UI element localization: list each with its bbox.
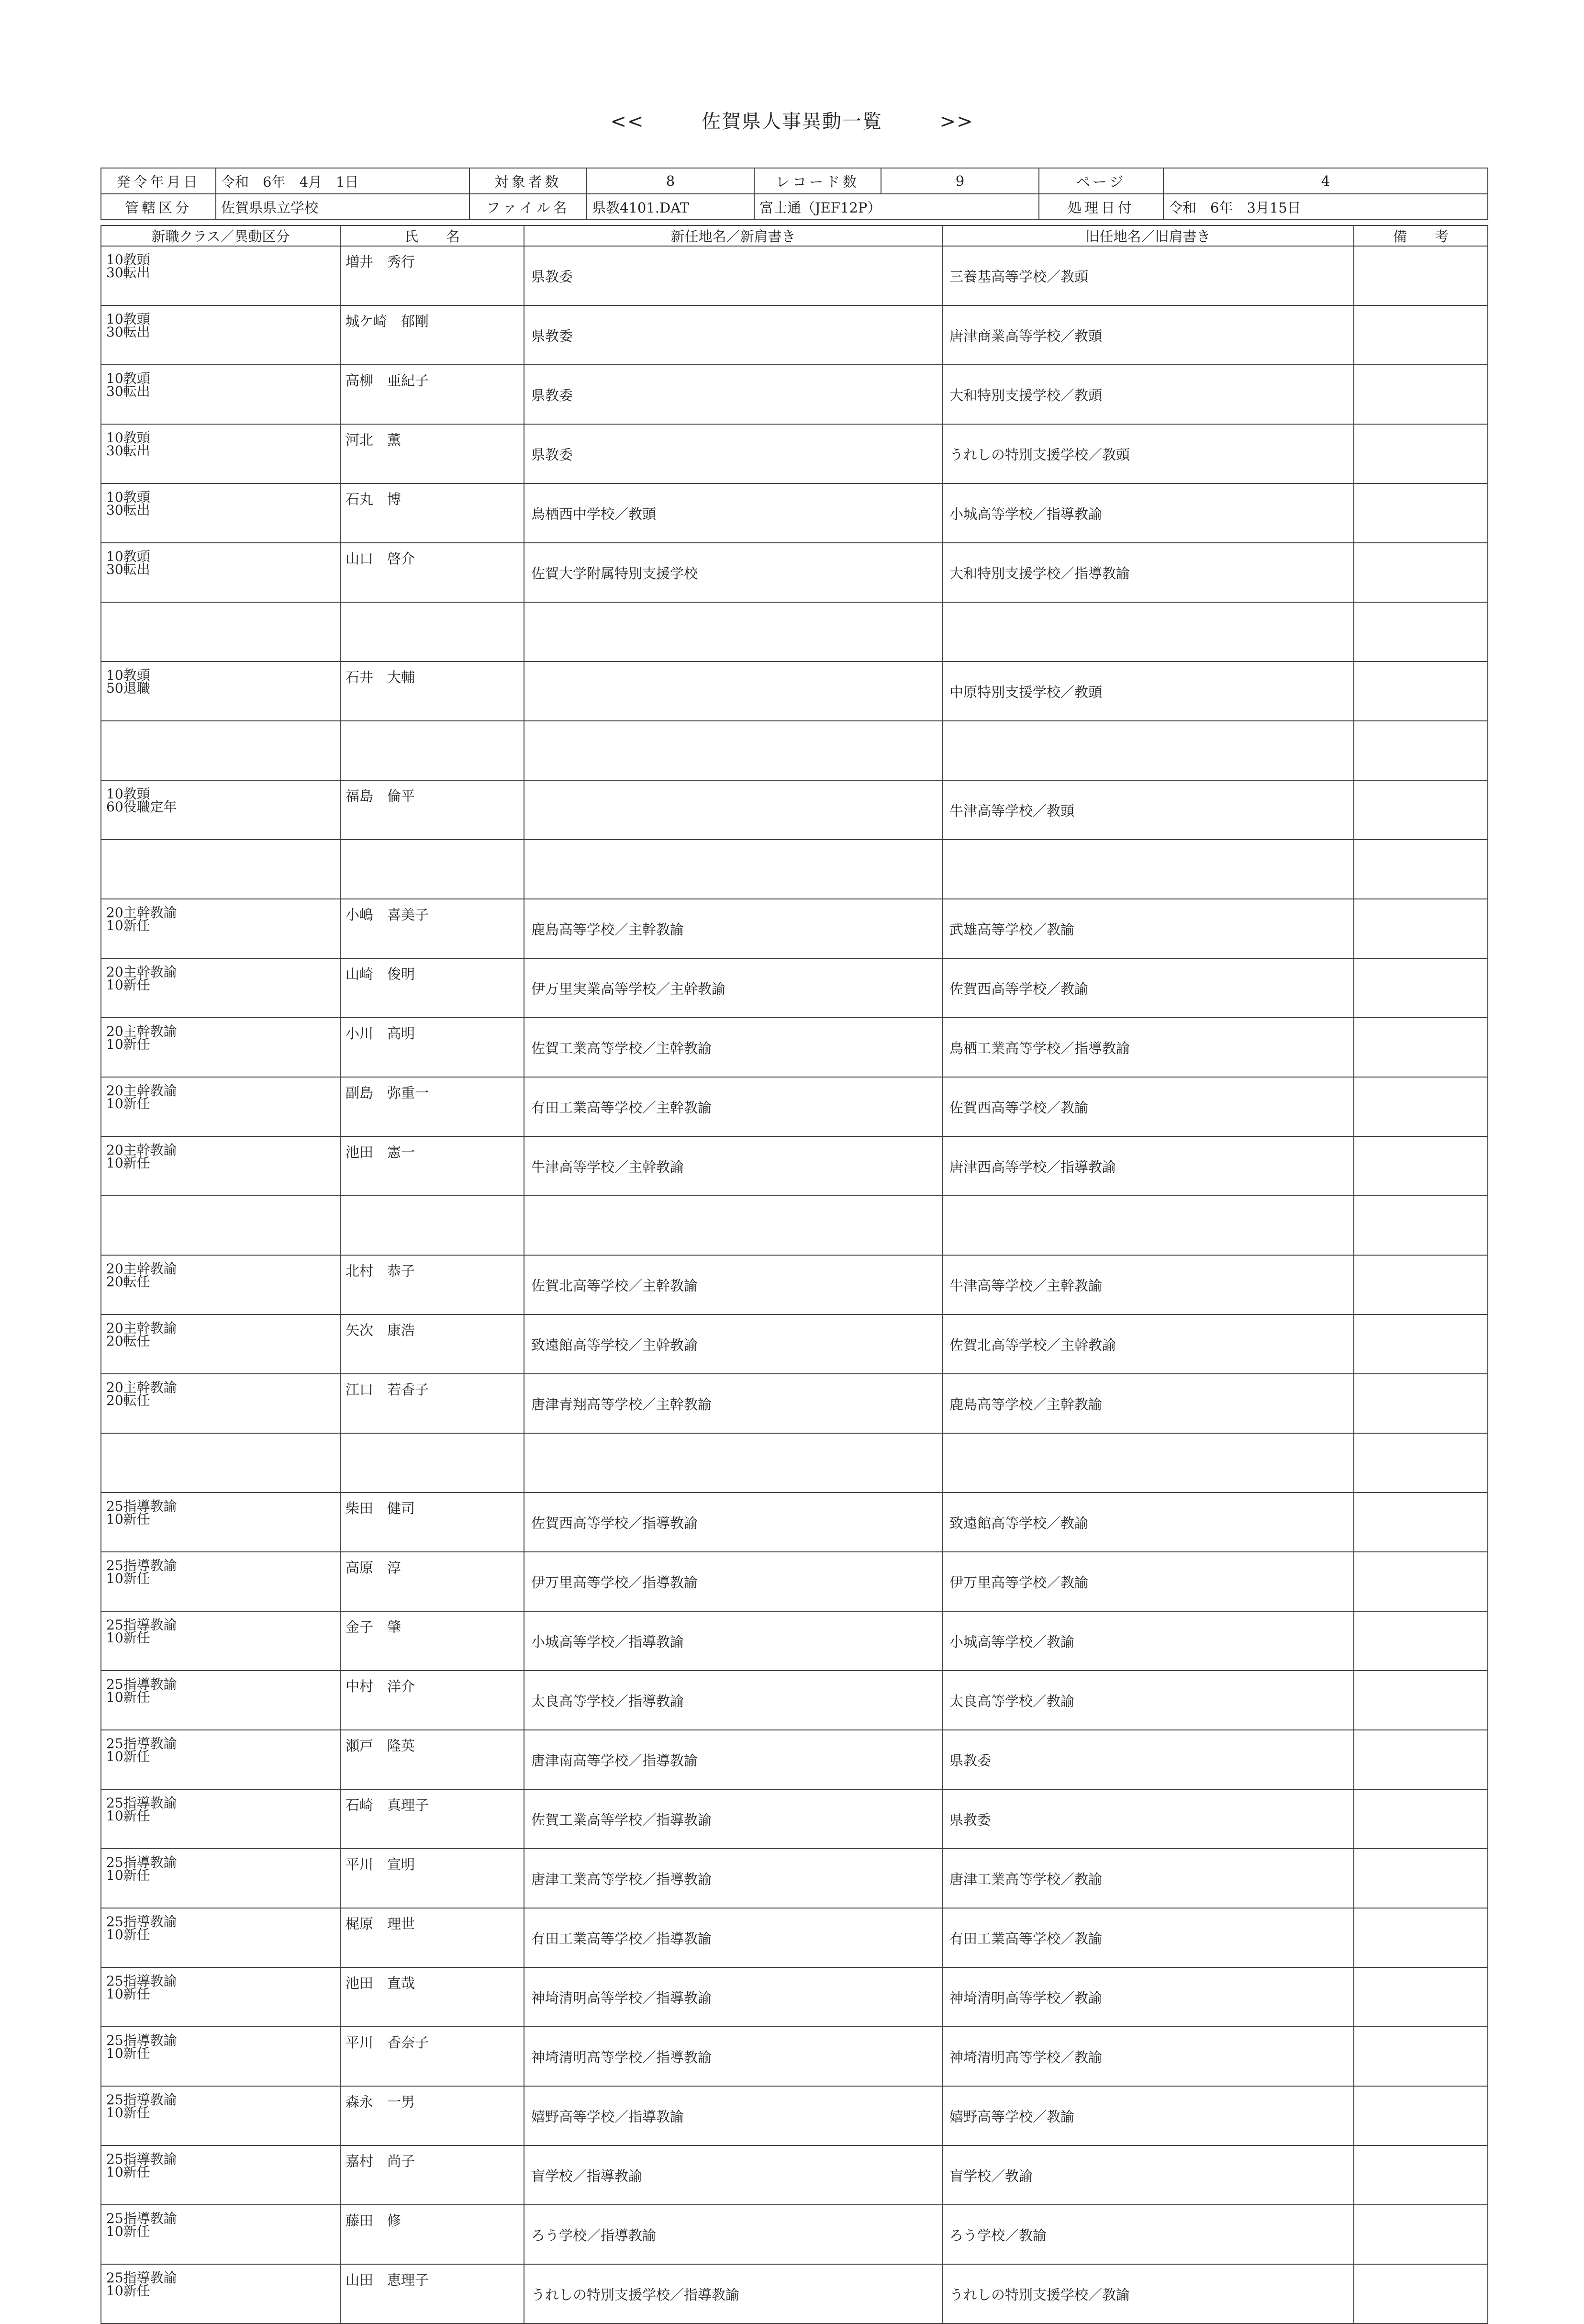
class-cell (101, 2205, 340, 2264)
class-code: 20主幹教諭 (106, 1083, 177, 1099)
new-post-cell: 唐津工業高等学校／指導教諭 (524, 1849, 942, 1908)
note-cell (1354, 1374, 1488, 1433)
note-cell (1354, 1789, 1488, 1849)
old-post-cell: 唐津西高等学校／指導教諭 (942, 1136, 1354, 1196)
table-row (101, 1611, 1488, 1671)
note-cell (1354, 2086, 1488, 2145)
new-post-cell: 佐賀北高等学校／主幹教諭 (524, 1255, 942, 1314)
class-code: 25指導教諭 (106, 2211, 177, 2226)
transfer-type: 10新任 (106, 1689, 150, 1705)
note-cell (1354, 2264, 1488, 2324)
name-cell: 池田 直哉 (340, 1967, 524, 2027)
name-cell: 山崎 俊明 (340, 958, 524, 1018)
class-code: 25指導教諭 (106, 1498, 177, 1514)
table-row (101, 1730, 1488, 1789)
new-post-cell: 牛津高等学校／主幹教諭 (524, 1136, 942, 1196)
class-cell (101, 1255, 340, 1314)
class-cell (101, 1552, 340, 1611)
transfer-type: 10新任 (106, 1749, 150, 1764)
note-cell (1354, 1433, 1488, 1493)
target-count-label: 対象者数 (469, 168, 587, 194)
new-post-cell: 太良高等学校／指導教諭 (524, 1671, 942, 1730)
transfer-type: 10新任 (106, 1155, 150, 1171)
class-cell (101, 2086, 340, 2145)
new-post-cell: 伊万里実業高等学校／主幹教諭 (524, 958, 942, 1018)
class-cell (101, 602, 340, 662)
class-cell (101, 305, 340, 365)
class-code: 10教頭 (106, 370, 150, 386)
table-row (101, 1374, 1488, 1433)
class-code: 10教頭 (106, 667, 150, 683)
new-post-cell: 有田工業高等学校／指導教諭 (524, 1908, 942, 1967)
class-code: 25指導教諭 (106, 1914, 177, 1930)
note-cell (1354, 1077, 1488, 1136)
name-cell: 矢次 康浩 (340, 1314, 524, 1374)
old-post-cell: 三養基高等学校／教頭 (942, 246, 1354, 305)
note-cell (1354, 1967, 1488, 2027)
new-post-cell: 神埼清明高等学校／指導教諭 (524, 1967, 942, 2027)
table-row (101, 1671, 1488, 1730)
table-row (101, 305, 1488, 365)
transfer-type: 10新任 (106, 2105, 150, 2121)
old-post-cell: 佐賀西高等学校／教諭 (942, 958, 1354, 1018)
old-post-cell (942, 602, 1354, 662)
record-count-label: レコード数 (754, 168, 881, 194)
table-row (101, 1255, 1488, 1314)
old-post-cell: 中原特別支援学校／教頭 (942, 662, 1354, 721)
class-code: 10教頭 (106, 786, 150, 802)
file-name-label: ファイル名 (469, 194, 587, 220)
transfer-type: 30転出 (106, 561, 150, 577)
note-cell (1354, 305, 1488, 365)
transfer-type: 10新任 (106, 1571, 150, 1586)
new-post-cell: 佐賀工業高等学校／主幹教諭 (524, 1018, 942, 1077)
new-post-cell (524, 1196, 942, 1255)
table-row (101, 2027, 1488, 2086)
name-cell: 高柳 亜紀子 (340, 365, 524, 424)
transfer-type: 10新任 (106, 1808, 150, 1824)
name-cell: 福島 倫平 (340, 780, 524, 840)
new-post-cell: 佐賀西高等学校／指導教諭 (524, 1493, 942, 1552)
note-cell (1354, 1671, 1488, 1730)
class-code: 10教頭 (106, 252, 150, 268)
class-code: 20主幹教諭 (106, 905, 177, 921)
name-cell: 山田 恵理子 (340, 2264, 524, 2324)
note-cell (1354, 1730, 1488, 1789)
transfer-type: 30転出 (106, 443, 150, 459)
header-table (100, 168, 1488, 220)
class-cell (101, 662, 340, 721)
new-post-cell (524, 662, 942, 721)
name-cell: 平川 宣明 (340, 1849, 524, 1908)
class-cell (101, 365, 340, 424)
new-post-cell: 鹿島高等学校／主幹教諭 (524, 899, 942, 958)
name-cell: 高原 淳 (340, 1552, 524, 1611)
old-post-cell: 神埼清明高等学校／教諭 (942, 2027, 1354, 2086)
note-cell (1354, 1908, 1488, 1967)
table-row (101, 662, 1488, 721)
note-cell (1354, 2205, 1488, 2264)
name-cell: 森永 一男 (340, 2086, 524, 2145)
note-cell (1354, 2145, 1488, 2205)
transfer-type: 10新任 (106, 1630, 150, 1646)
old-post-cell: 県教委 (942, 1789, 1354, 1849)
name-cell: 石丸 博 (340, 483, 524, 543)
table-row (101, 246, 1488, 305)
note-cell (1354, 1493, 1488, 1552)
old-post-cell: 牛津高等学校／主幹教諭 (942, 1255, 1354, 1314)
class-cell (101, 1967, 340, 2027)
note-cell (1354, 780, 1488, 840)
name-cell: 池田 憲一 (340, 1136, 524, 1196)
table-row (101, 1136, 1488, 1196)
new-post-cell: 伊万里高等学校／指導教諭 (524, 1552, 942, 1611)
jurisdiction-label: 管轄区分 (101, 194, 216, 220)
name-cell: 石井 大輔 (340, 662, 524, 721)
table-row (101, 365, 1488, 424)
old-post-cell: 佐賀北高等学校／主幹教諭 (942, 1314, 1354, 1374)
transfer-type: 30転出 (106, 502, 150, 518)
old-post-cell: 大和特別支援学校／指導教諭 (942, 543, 1354, 602)
class-code: 20主幹教諭 (106, 1023, 177, 1039)
title-right-marker: >> (939, 111, 974, 133)
name-cell: 副島 弥重一 (340, 1077, 524, 1136)
table-row (101, 1908, 1488, 1967)
col-header-note: 備 考 (1354, 225, 1488, 246)
name-cell: 河北 薫 (340, 424, 524, 483)
note-cell (1354, 602, 1488, 662)
class-code: 25指導教諭 (106, 1973, 177, 1989)
table-row (101, 1196, 1488, 1255)
name-cell: 嘉村 尚子 (340, 2145, 524, 2205)
note-cell (1354, 1849, 1488, 1908)
note-cell (1354, 899, 1488, 958)
table-row (101, 2145, 1488, 2205)
col-header-class: 新職クラス／異動区分 (101, 225, 340, 246)
old-post-cell: 牛津高等学校／教頭 (942, 780, 1354, 840)
note-cell (1354, 1611, 1488, 1671)
name-cell: 山口 啓介 (340, 543, 524, 602)
name-cell: 平川 香奈子 (340, 2027, 524, 2086)
class-code: 10教頭 (106, 311, 150, 327)
issue-date: 令和 6年 4月 1日 (216, 168, 469, 194)
name-cell: 小嶋 喜美子 (340, 899, 524, 958)
transfer-type: 20転任 (106, 1392, 150, 1408)
old-post-cell: 県教委 (942, 1730, 1354, 1789)
table-row (101, 543, 1488, 602)
class-cell (101, 958, 340, 1018)
note-cell (1354, 483, 1488, 543)
new-post-cell: 佐賀工業高等学校／指導教諭 (524, 1789, 942, 1849)
class-code: 25指導教諭 (106, 2032, 177, 2048)
name-cell (340, 721, 524, 780)
title-left-marker: << (610, 111, 645, 133)
new-post-cell: うれしの特別支援学校／指導教諭 (524, 2264, 942, 2324)
system-name: 富士通（JEF12P） (754, 194, 1039, 220)
class-code: 25指導教諭 (106, 2151, 177, 2167)
class-code: 20主幹教諭 (106, 964, 177, 980)
class-code: 25指導教諭 (106, 1676, 177, 1692)
old-post-cell: 伊万里高等学校／教諭 (942, 1552, 1354, 1611)
transfer-table (100, 225, 1488, 2324)
new-post-cell (524, 602, 942, 662)
class-cell (101, 483, 340, 543)
new-post-cell: 小城高等学校／指導教諭 (524, 1611, 942, 1671)
new-post-cell (524, 780, 942, 840)
note-cell (1354, 662, 1488, 721)
table-row (101, 1849, 1488, 1908)
col-header-name: 氏 名 (340, 225, 524, 246)
transfer-type: 10新任 (106, 1036, 150, 1052)
note-cell (1354, 2027, 1488, 2086)
transfer-type: 30転出 (106, 265, 150, 281)
new-post-cell: 県教委 (524, 305, 942, 365)
new-post-cell: 唐津青翔高等学校／主幹教諭 (524, 1374, 942, 1433)
new-post-cell (524, 1433, 942, 1493)
transfer-type: 60役職定年 (106, 799, 177, 815)
name-cell: 瀬戸 隆英 (340, 1730, 524, 1789)
class-code: 25指導教諭 (106, 2270, 177, 2286)
name-cell (340, 602, 524, 662)
name-cell: 北村 恭子 (340, 1255, 524, 1314)
transfer-type: 30転出 (106, 383, 150, 399)
class-cell (101, 543, 340, 602)
class-cell (101, 1433, 340, 1493)
class-code: 25指導教諭 (106, 1558, 177, 1573)
new-post-cell: 県教委 (524, 424, 942, 483)
name-cell: 増井 秀行 (340, 246, 524, 305)
class-cell (101, 780, 340, 840)
old-post-cell: 武雄高等学校／教諭 (942, 899, 1354, 958)
class-code: 20主幹教諭 (106, 1380, 177, 1395)
table-row (101, 483, 1488, 543)
jurisdiction: 佐賀県県立学校 (216, 194, 469, 220)
old-post-cell: うれしの特別支援学校／教諭 (942, 2264, 1354, 2324)
name-cell: 小川 高明 (340, 1018, 524, 1077)
transfer-type: 10新任 (106, 1867, 150, 1883)
old-post-cell: ろう学校／教諭 (942, 2205, 1354, 2264)
new-post-cell: 盲学校／指導教諭 (524, 2145, 942, 2205)
page-title (0, 106, 1584, 134)
class-cell (101, 1730, 340, 1789)
table-row (101, 780, 1488, 840)
transfer-type: 30転出 (106, 324, 150, 340)
table-row (101, 1967, 1488, 2027)
table-row (101, 1789, 1488, 1849)
old-post-cell: 唐津商業高等学校／教頭 (942, 305, 1354, 365)
old-post-cell: 佐賀西高等学校／教諭 (942, 1077, 1354, 1136)
class-cell (101, 1196, 340, 1255)
class-cell (101, 1374, 340, 1433)
new-post-cell: 致遠館高等学校／主幹教諭 (524, 1314, 942, 1374)
name-cell: 石崎 真理子 (340, 1789, 524, 1849)
name-cell: 江口 若香子 (340, 1374, 524, 1433)
table-row (101, 424, 1488, 483)
class-code: 25指導教諭 (106, 1795, 177, 1811)
name-cell: 藤田 修 (340, 2205, 524, 2264)
new-post-cell: ろう学校／指導教諭 (524, 2205, 942, 2264)
transfer-type: 10新任 (106, 2283, 150, 2299)
old-post-cell: 太良高等学校／教諭 (942, 1671, 1354, 1730)
class-code: 10教頭 (106, 430, 150, 446)
old-post-cell: 盲学校／教諭 (942, 2145, 1354, 2205)
old-post-cell: 有田工業高等学校／教諭 (942, 1908, 1354, 1967)
class-code: 25指導教諭 (106, 1854, 177, 1870)
class-cell (101, 1077, 340, 1136)
transfer-type: 10新任 (106, 2045, 150, 2061)
class-cell (101, 1018, 340, 1077)
transfer-type: 10新任 (106, 918, 150, 933)
old-post-cell: 鳥栖工業高等学校／指導教諭 (942, 1018, 1354, 1077)
process-date: 令和 6年 3月15日 (1163, 194, 1488, 220)
page-label: ページ (1039, 168, 1163, 194)
target-count: 8 (587, 168, 754, 194)
class-cell (101, 1789, 340, 1849)
old-post-cell (942, 1433, 1354, 1493)
issue-date-label: 発令年月日 (101, 168, 216, 194)
note-cell (1354, 1136, 1488, 1196)
col-header-new-post: 新任地名／新肩書き (524, 225, 942, 246)
page-number: 4 (1163, 168, 1488, 194)
old-post-cell: 神埼清明高等学校／教諭 (942, 1967, 1354, 2027)
table-row (101, 1552, 1488, 1611)
transfer-type: 50退職 (106, 680, 150, 696)
transfer-type: 10新任 (106, 2223, 150, 2239)
old-post-cell (942, 721, 1354, 780)
note-cell (1354, 1314, 1488, 1374)
class-cell (101, 899, 340, 958)
name-cell: 中村 洋介 (340, 1671, 524, 1730)
old-post-cell (942, 1196, 1354, 1255)
transfer-type: 20転任 (106, 1333, 150, 1349)
table-row (101, 1493, 1488, 1552)
table-row (101, 2086, 1488, 2145)
new-post-cell: 唐津南高等学校／指導教諭 (524, 1730, 942, 1789)
table-row (101, 840, 1488, 899)
class-cell (101, 1671, 340, 1730)
class-code: 25指導教諭 (106, 1617, 177, 1633)
new-post-cell (524, 840, 942, 899)
transfer-type: 20転任 (106, 1274, 150, 1290)
column-header-row (101, 225, 1488, 246)
transfer-type: 10新任 (106, 1096, 150, 1111)
old-post-cell: 鹿島高等学校／主幹教諭 (942, 1374, 1354, 1433)
table-row (101, 1433, 1488, 1493)
note-cell (1354, 1552, 1488, 1611)
name-cell: 金子 肇 (340, 1611, 524, 1671)
new-post-cell: 神埼清明高等学校／指導教諭 (524, 2027, 942, 2086)
old-post-cell: うれしの特別支援学校／教頭 (942, 424, 1354, 483)
old-post-cell: 大和特別支援学校／教頭 (942, 365, 1354, 424)
class-cell (101, 1314, 340, 1374)
class-cell (101, 1849, 340, 1908)
new-post-cell: 県教委 (524, 246, 942, 305)
class-cell (101, 2027, 340, 2086)
transfer-type: 10新任 (106, 977, 150, 993)
table-row (101, 2264, 1488, 2324)
old-post-cell (942, 840, 1354, 899)
table-row (101, 1314, 1488, 1374)
new-post-cell: 有田工業高等学校／主幹教諭 (524, 1077, 942, 1136)
note-cell (1354, 721, 1488, 780)
new-post-cell: 鳥栖西中学校／教頭 (524, 483, 942, 543)
table-row (101, 899, 1488, 958)
old-post-cell: 唐津工業高等学校／教諭 (942, 1849, 1354, 1908)
note-cell (1354, 958, 1488, 1018)
table-row (101, 1077, 1488, 1136)
class-cell (101, 2264, 340, 2324)
table-row (101, 958, 1488, 1018)
name-cell (340, 1196, 524, 1255)
old-post-cell: 小城高等学校／指導教諭 (942, 483, 1354, 543)
class-cell (101, 1908, 340, 1967)
table-row (101, 602, 1488, 662)
class-cell (101, 1611, 340, 1671)
class-cell (101, 2145, 340, 2205)
class-code: 20主幹教諭 (106, 1320, 177, 1336)
note-cell (1354, 1018, 1488, 1077)
table-row (101, 721, 1488, 780)
new-post-cell (524, 721, 942, 780)
new-post-cell: 県教委 (524, 365, 942, 424)
table-row (101, 1018, 1488, 1077)
note-cell (1354, 1196, 1488, 1255)
process-date-label: 処理日付 (1039, 194, 1163, 220)
class-cell (101, 721, 340, 780)
note-cell (1354, 246, 1488, 305)
note-cell (1354, 365, 1488, 424)
note-cell (1354, 840, 1488, 899)
old-post-cell: 小城高等学校／教諭 (942, 1611, 1354, 1671)
transfer-type: 10新任 (106, 2164, 150, 2180)
class-cell (101, 1493, 340, 1552)
table-row (101, 2205, 1488, 2264)
name-cell (340, 1433, 524, 1493)
name-cell: 城ケ崎 郁剛 (340, 305, 524, 365)
class-cell (101, 1136, 340, 1196)
class-code: 10教頭 (106, 549, 150, 564)
title-text: 佐賀県人事異動一覧 (702, 111, 882, 133)
class-cell (101, 840, 340, 899)
note-cell (1354, 1255, 1488, 1314)
record-count: 9 (881, 168, 1039, 194)
class-cell (101, 424, 340, 483)
class-cell (101, 246, 340, 305)
new-post-cell: 嬉野高等学校／指導教諭 (524, 2086, 942, 2145)
new-post-cell: 佐賀大学附属特別支援学校 (524, 543, 942, 602)
class-code: 25指導教諭 (106, 1736, 177, 1751)
name-cell: 柴田 健司 (340, 1493, 524, 1552)
class-code: 25指導教諭 (106, 2092, 177, 2108)
name-cell: 梶原 理世 (340, 1908, 524, 1967)
class-code: 20主幹教諭 (106, 1142, 177, 1158)
transfer-type: 10新任 (106, 1511, 150, 1527)
transfer-type: 10新任 (106, 1986, 150, 2002)
old-post-cell: 嬉野高等学校／教諭 (942, 2086, 1354, 2145)
note-cell (1354, 424, 1488, 483)
note-cell (1354, 543, 1488, 602)
class-code: 10教頭 (106, 489, 150, 505)
class-code: 20主幹教諭 (106, 1261, 177, 1277)
old-post-cell: 致遠館高等学校／教諭 (942, 1493, 1354, 1552)
name-cell (340, 840, 524, 899)
transfer-type: 10新任 (106, 1927, 150, 1942)
col-header-old-post: 旧任地名／旧肩書き (942, 225, 1354, 246)
file-name: 県教4101.DAT (587, 194, 754, 220)
